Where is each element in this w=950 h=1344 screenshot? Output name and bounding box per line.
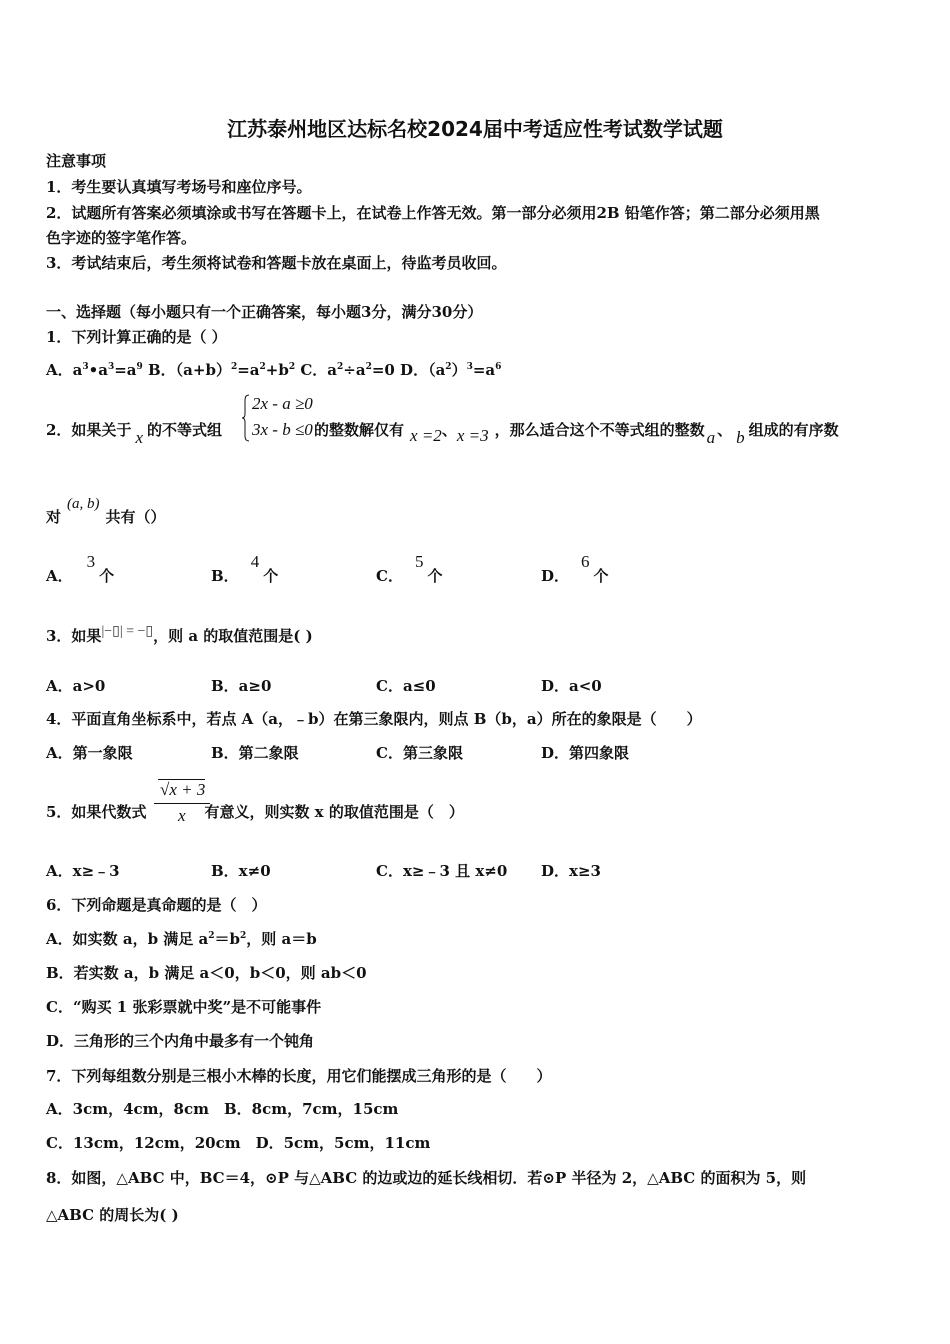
q5-option-d: D．x≥3 [541,862,601,880]
q4-option-b: B．第二象限 [211,744,299,762]
q8-stem-line2: △ABC 的周长为( ) [46,1206,179,1224]
notice-item-1: 1．考生要认真填写考场号和座位序号。 [46,178,312,196]
q2-option-c: C．5个 [376,552,443,585]
q2-option-a: A．3个 [46,552,115,585]
q5-stem: 5．如果代数式 有意义，则实数 x 的取值范围是（ ） [46,803,464,821]
q1-stem: 1．下列计算正确的是（ ） [46,328,227,346]
notice-item-2: 2．试题所有答案必须填涂或书写在答题卡上，在试卷上作答无效。第一部分必须用2B 铅笔作答；第二部分必须用黑 [46,204,820,222]
notice-heading: 注意事项 [46,152,107,170]
notice-item-2-cont: 色字迹的签字笔作答。 [46,229,197,247]
q5-fraction [154,777,212,827]
q5-option-a: A．x≥﹣3 [46,862,120,880]
q1-options: A．$a^3•a^3=a^9$ B．$(a+b)^2=a^2+b^2$ C．$a^2\div a^2=0$ D．$(a^2)^3=a^6$ [46,361,502,379]
q7-stem: 7．下列每组数分别是三根小木棒的长度，用它们能摆成三角形的是（ ） [46,1067,552,1085]
inequality-system [242,394,328,444]
inequality-2: 3x - b ≤0 [252,420,313,439]
brace-icon [242,394,250,442]
q2-option-b: B．4个 [211,552,279,585]
q6-option-a: A．如实数 a，b 满足 $a^2=b^2$，则 a＝b [46,930,317,948]
notice-item-3: 3．考试结束后，考生须将试卷和答题卡放在桌面上，待监考员收回。 [46,254,507,272]
fraction-numerator: √x + 3 [160,780,206,799]
q3-option-d: D．a<0 [541,677,602,695]
q6-stem: 6．下列命题是真命题的是（ ） [46,896,267,914]
q3-stem: 3．如果|−▯| = −▯，则 a 的取值范围是( ) [46,624,313,645]
q3-option-c: C．a≤0 [376,677,436,695]
fraction-bar [154,803,210,804]
section-heading: 一、选择题（每小题只有一个正确答案，每小题3分，满分30分） [46,303,483,321]
exam-title: 江苏泰州地区达标名校2024届中考适应性考试数学试题 [227,117,723,141]
q4-stem: 4．平面直角坐标系中，若点 A（a，﹣b）在第三象限内，则点 B（b，a）所在的象限是（ ） [46,710,702,728]
q3-option-a: A．a>0 [46,677,106,695]
q4-option-c: C．第三象限 [376,744,463,762]
q8-stem-line1: 8．如图，△ABC 中，BC＝4，⊙P 与△ABC 的边或边的延长线相切．若⊙P 半径为 2，△ABC 的面积为 5，则 [46,1169,807,1187]
q4-option-d: D．第四象限 [541,744,630,762]
q2-option-d: D．6个 [541,552,609,585]
q7-options-cd: C．13cm，12cm，20cm D．5cm，5cm，11cm [46,1134,431,1152]
q4-option-a: A．第一象限 [46,744,133,762]
q2-stem-line2: 对(a, b)共有（） [46,496,166,526]
q6-option-c: C．“购买 1 张彩票就中奖”是不可能事件 [46,998,322,1016]
q5-option-b: B．x≠0 [211,862,271,880]
q3-option-b: B．a≥0 [211,677,272,695]
q6-option-b: B．若实数 a，b 满足 a＜0，b＜0，则 ab＜0 [46,964,367,982]
q2-stem-line1: 2．如果关于 x 的不等式组 的整数解仅有 x =2、x =3 ，那么适合这个不等式组的整数 a 、 b 组成的有序数 [46,421,839,447]
inequality-1: 2x - a ≥0 [252,394,313,413]
q6-option-d: D．三角形的三个内角中最多有一个钝角 [46,1032,315,1050]
q5-option-c: C．x≥﹣3 且 x≠0 [376,862,508,880]
q7-options-ab: A．3cm，4cm，8cm B．8cm，7cm，15cm [46,1100,399,1118]
fraction-denominator: x [178,806,186,825]
